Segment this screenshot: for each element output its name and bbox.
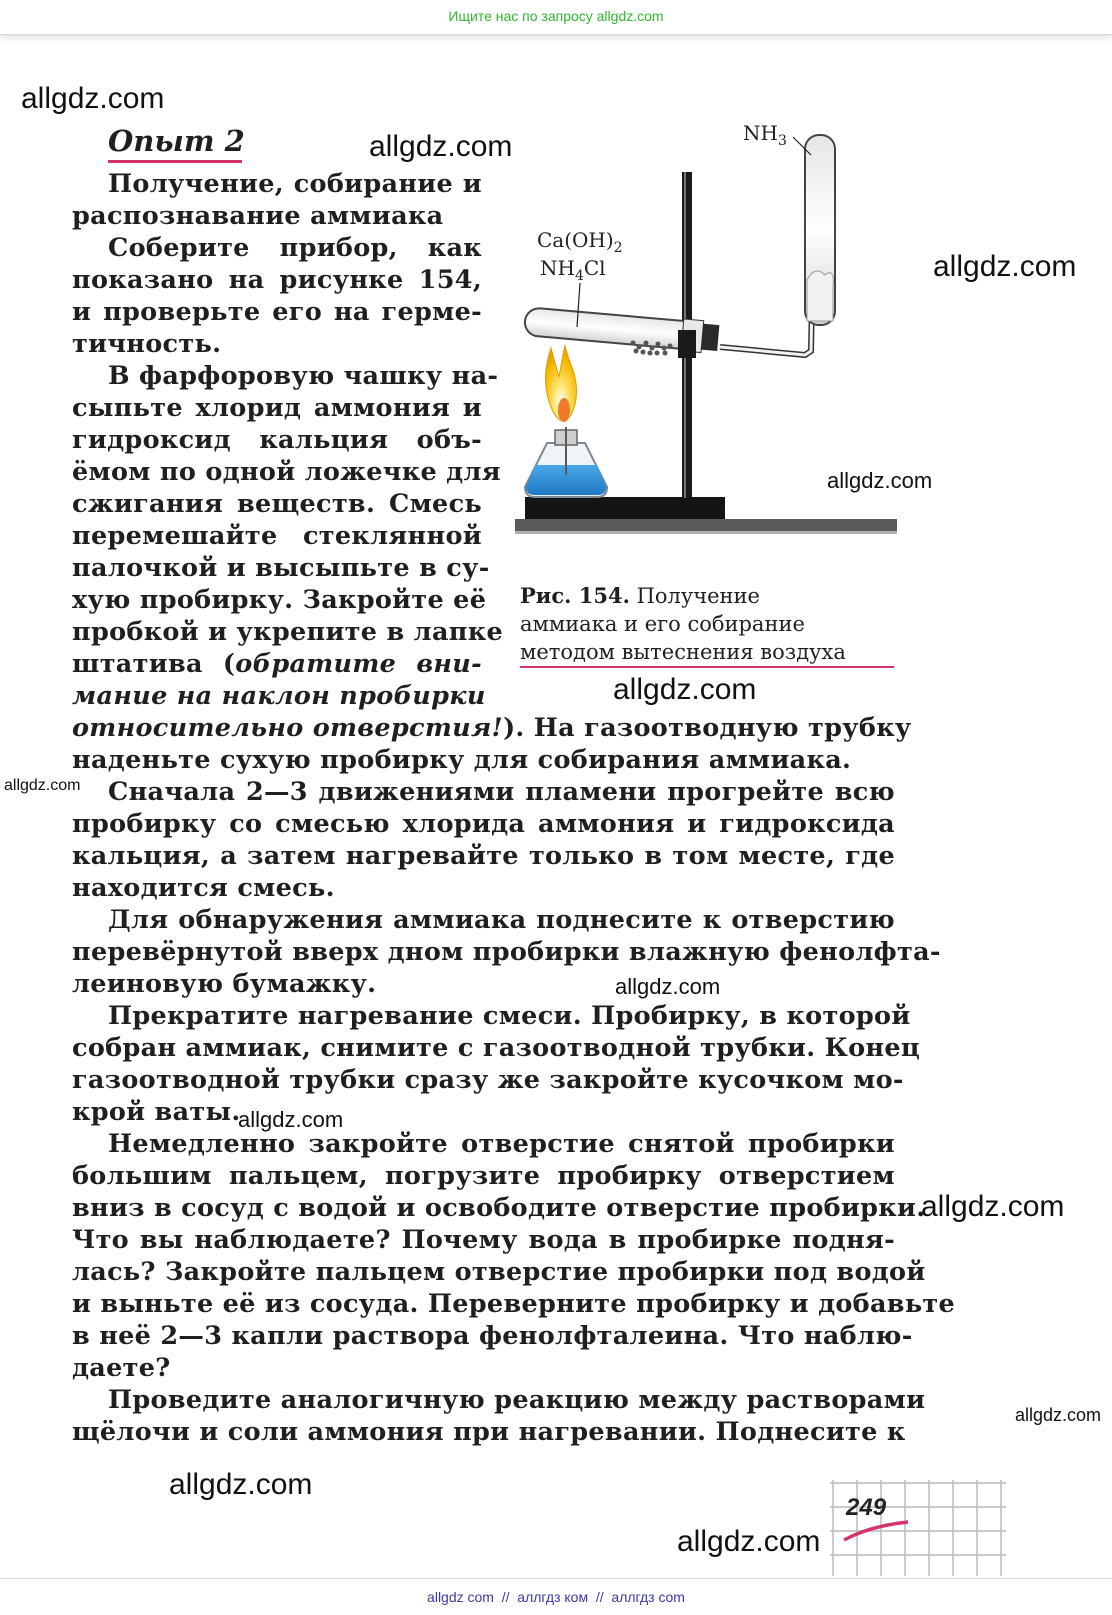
experiment-title: Опыт 2 [108,124,245,158]
clamp [678,330,696,358]
text-line: Что вы наблюдаете? Почему вода в пробирке подня- [72,1225,895,1255]
text-line-italic: мание на наклон пробирки [72,681,486,711]
text-line: щёлочи и соли аммония при нагревании. Поднесите к [72,1417,906,1447]
page-number-grid [830,1478,1006,1578]
watermark: allgdz.com [369,130,513,163]
watermark: allgdz.com [21,82,165,115]
text-line: хую пробирку. Закройте её [72,585,487,615]
text-line: вниз в сосуд с водой и освободите отверстие пробирки. [72,1193,926,1223]
text-line: и проверьте его на герме- [72,297,482,327]
cotton-wool [807,271,833,321]
title-underline [108,160,242,163]
text-line: и выньте её из сосуда. Переверните пробирку и добавьте [72,1289,956,1319]
figure-caption-line: Рис. 154. Получение [520,583,760,608]
text-line: Соберите прибор, как [108,233,482,263]
text-line: Немедленно закройте отверстие снятой пробирки [108,1129,895,1159]
text-line: сыпьте хлорид аммония и [72,393,482,423]
banner-link[interactable]: Ищите нас по запросу allgdz.com [448,8,664,24]
table-surface [515,519,897,531]
caption-underline [520,666,894,668]
page-number: 249 [846,1494,887,1521]
text-line: В фарфоровую чашку на- [108,361,499,391]
watermark: allgdz.com [615,974,721,999]
watermark: allgdz.com [4,777,81,794]
watermark: allgdz.com [933,250,1077,283]
text-italic: обратите вни- [235,649,482,679]
text-line: перемешайте стеклянной [72,521,482,551]
watermark: allgdz.com [921,1190,1065,1223]
text-line: леиновую бумажку. [72,969,377,999]
test-tube-collector [805,135,835,325]
gas-outlet-tube [720,145,815,355]
text-line: Сначала 2—3 движениями пламени прогрейте всю [108,777,895,807]
text-line: гидроксид кальция объ- [72,425,482,455]
stand-base [525,497,725,519]
flame-core [558,398,570,422]
text-line: Проведите аналогичную реакцию между растворами [108,1385,926,1415]
caption-label: Рис. 154. [520,583,630,608]
text-line: кальция, а затем нагревайте только в том месте, где [72,841,895,871]
label-nh4cl: $NH_4Cl$ [540,256,606,284]
top-banner [0,0,1112,35]
text-line: Для обнаружения аммиака поднесите к отверстию [108,905,895,935]
apparatus-figure [515,115,905,555]
text-line: пробкой и укрепите в лапке [72,617,503,647]
figure-caption-line: методом вытеснения воздуха [520,640,846,664]
section-heading: распознавание аммиака [72,201,444,231]
text-line: лась? Закройте пальцем отверстие пробирки под водой [72,1257,926,1287]
text-italic: относительно отверстия! [72,713,504,743]
text-line: находится смесь. [72,873,335,903]
text-line: наденьте сухую пробирку для собирания аммиака. [72,745,852,775]
footer-links[interactable]: allgdz com // аллгдз ком // аллгдз com [427,1589,685,1605]
watermark: allgdz.com [1015,1405,1102,1425]
section-heading: Получение, собирание и [108,169,482,199]
table-surface-shade [515,531,897,534]
text-line: большим пальцем, погрузите пробирку отверстием [72,1161,895,1191]
text-line [72,713,912,745]
label-caoh2: $Ca(OH)_2$ [537,228,623,256]
text-line: в неё 2—3 капли раствора фенолфталеина. Что наблю- [72,1321,913,1351]
text-line: собран аммиак, снимите с газоотводной трубки. Конец [72,1033,921,1063]
text-line: пробирку со смесью хлорида аммония и гидроксида [72,809,895,839]
text-normal: штатива ( [72,649,236,679]
text-line: ёмом по одной ложечке для [72,457,501,487]
figure-caption-line: аммиака и его собирание [520,612,805,636]
text-line: тичность. [72,329,222,359]
watermark: allgdz.com [827,468,933,493]
watermark: allgdz.com [613,673,757,706]
label-nh3: $NH_3$ [743,121,787,149]
text-line: газоотводной трубки сразу же закройте кусочком мо- [72,1065,904,1095]
text-normal: ). На газоотводную трубку [503,713,912,743]
watermark: allgdz.com [169,1468,313,1501]
watermark: allgdz.com [677,1525,821,1558]
text-line: перевёрнутой вверх дном пробирки влажную фенолфта- [72,937,941,967]
text-line: крой ваты. [72,1097,241,1127]
text-line: сжигания веществ. Смесь [72,489,482,519]
text-line [72,649,482,681]
text-line: Прекратите нагревание смеси. Пробирку, в которой [108,1001,911,1031]
bottom-banner [0,1578,1112,1615]
text-line: даете? [72,1353,171,1383]
watermark: allgdz.com [238,1107,344,1132]
text-line: палочкой и высыпьте в су- [72,553,490,583]
text-line: показано на рисунке 154, [72,265,482,295]
